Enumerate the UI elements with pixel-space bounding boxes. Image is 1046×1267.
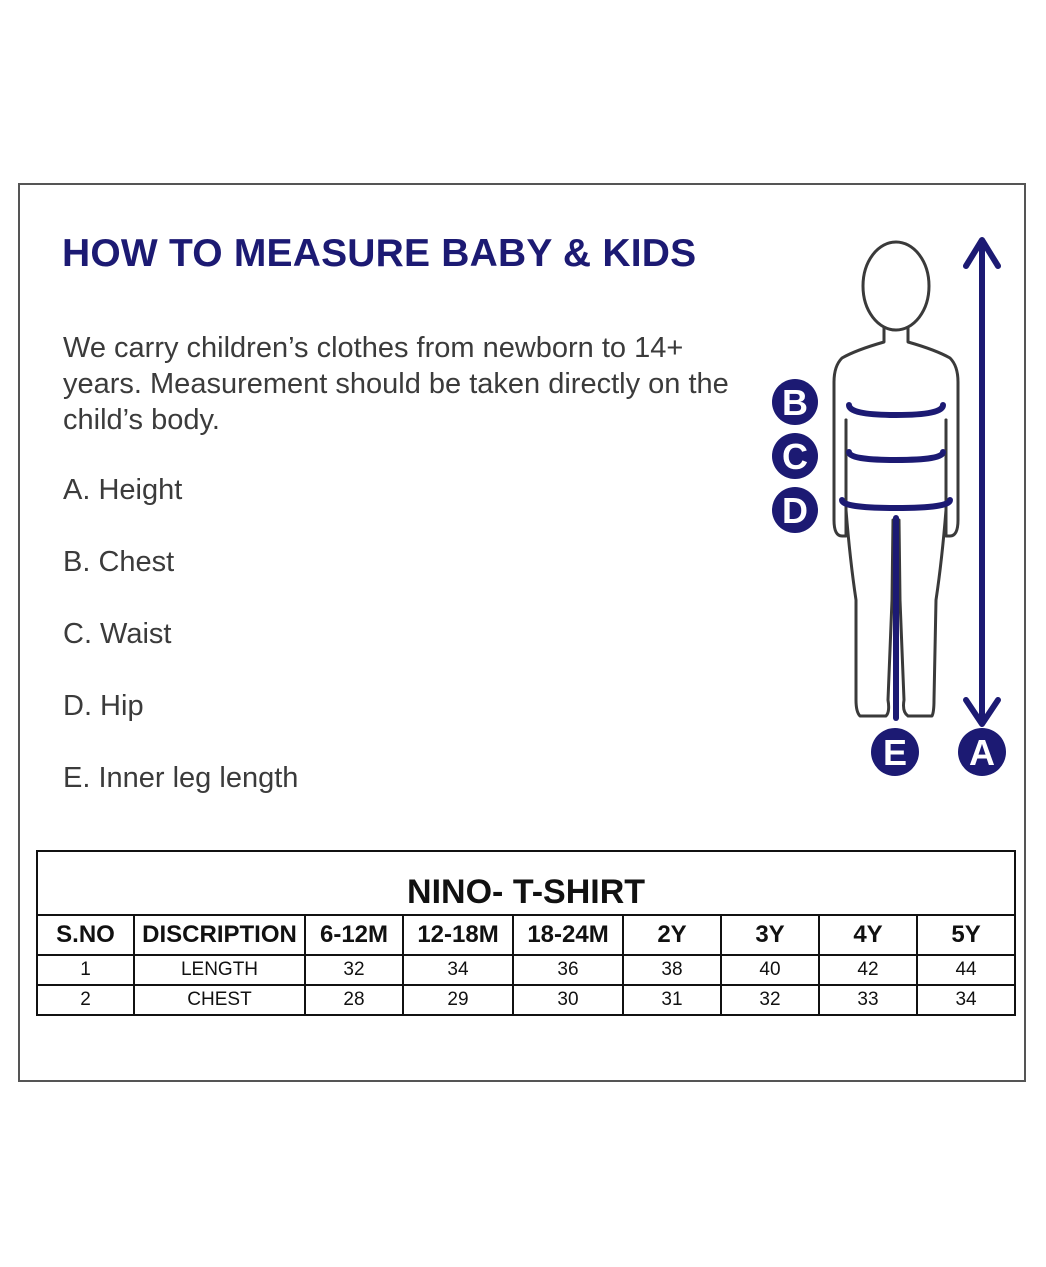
header-description: DISCRIPTION [134, 915, 305, 955]
waist-band [849, 452, 943, 460]
table-cell: 32 [721, 985, 819, 1015]
page-title: HOW TO MEASURE BABY & KIDS [62, 232, 697, 275]
legend-item-hip: D. Hip [63, 690, 144, 722]
table-cell: 34 [917, 985, 1015, 1015]
height-arrow [966, 240, 998, 724]
table-header-row [37, 915, 1015, 955]
table-cell: LENGTH [134, 955, 305, 985]
table-cell: 29 [403, 985, 513, 1015]
svg-text:A: A [969, 732, 995, 773]
table-cell: 38 [623, 955, 721, 985]
table-row [37, 985, 1015, 1015]
legend-item-waist: C. Waist [63, 618, 172, 650]
marker-a [958, 728, 1006, 776]
marker-d [772, 487, 818, 533]
legend-item-inner-leg: E. Inner leg length [63, 762, 299, 794]
table-cell: CHEST [134, 985, 305, 1015]
header-sno: S.NO [37, 915, 134, 955]
size-chart-table [36, 850, 1016, 1016]
table-cell: 31 [623, 985, 721, 1015]
legend-item-chest: B. Chest [63, 546, 175, 578]
table-cell: 1 [37, 955, 134, 985]
header-size: 3Y [721, 915, 819, 955]
marker-e [871, 728, 919, 776]
header-size: 18-24M [513, 915, 623, 955]
svg-text:B: B [782, 382, 808, 423]
header-size: 5Y [917, 915, 1015, 955]
svg-text:D: D [782, 490, 808, 531]
chest-band [849, 405, 943, 415]
table-cell: 32 [305, 955, 403, 985]
header-size: 2Y [623, 915, 721, 955]
table-cell: 28 [305, 985, 403, 1015]
svg-text:C: C [782, 436, 808, 477]
svg-text:E: E [882, 732, 908, 773]
hip-band [842, 500, 950, 508]
table-cell: 44 [917, 955, 1015, 985]
table-row [37, 955, 1015, 985]
table-title-row [37, 851, 1015, 915]
table-cell: 42 [819, 955, 917, 985]
header-size: 6-12M [305, 915, 403, 955]
child-measurement-figure [760, 225, 1020, 795]
marker-c [772, 433, 818, 479]
table-cell: 34 [403, 955, 513, 985]
header-size: 12-18M [403, 915, 513, 955]
header-size: 4Y [819, 915, 917, 955]
table-cell: 30 [513, 985, 623, 1015]
table-cell: 40 [721, 955, 819, 985]
table-cell: 33 [819, 985, 917, 1015]
table-cell: 2 [37, 985, 134, 1015]
intro-text: We carry children’s clothes from newborn to 14+ years. Measurement should be taken directly on the child’s body. [63, 332, 729, 436]
marker-b [772, 379, 818, 425]
table-cell: 36 [513, 955, 623, 985]
legend-item-height: A. Height [63, 474, 183, 506]
table-title: NINO- T-SHIRT [37, 851, 1015, 915]
